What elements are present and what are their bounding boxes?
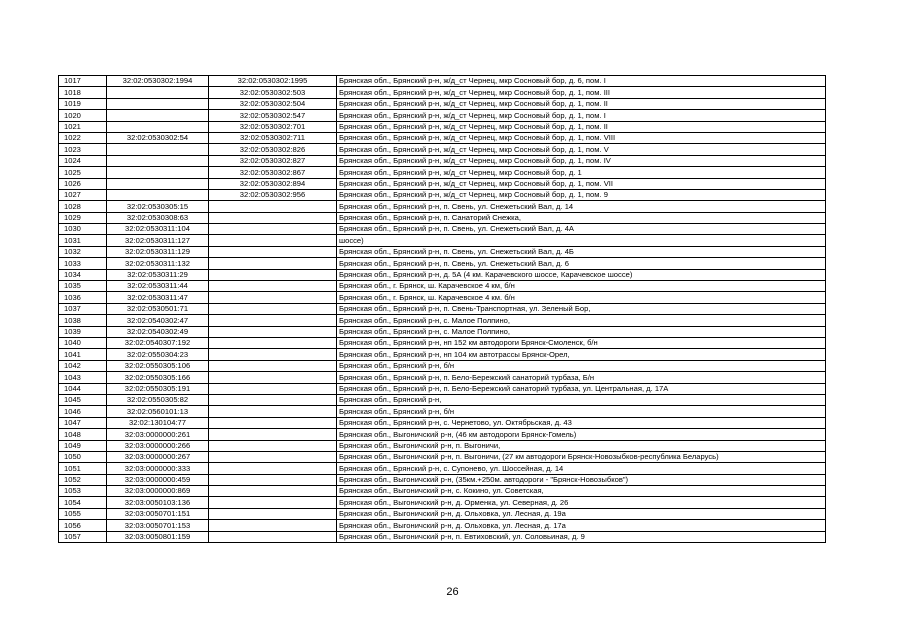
table-row [59,110,826,121]
sub-cadastral-number-cell [209,303,337,314]
row-number-cell: 1054 [59,497,107,508]
row-number-cell: 1033 [59,258,107,269]
sub-cadastral-number-cell [209,440,337,451]
table-row [59,189,826,200]
cadastral-number-cell: 32:02:0530311:29 [107,269,209,280]
cadastral-number-cell [107,155,209,166]
address-cell: Брянская обл., Брянский р-н, п. Бело-Бережский санаторий турбаза, ул. Центральная, д. 17А [337,383,826,394]
sub-cadastral-number-cell [209,474,337,485]
cadastral-number-cell: 32:02:0530501:71 [107,303,209,314]
address-cell: Брянская обл., Брянский р-н, ж/д_ст Чернец, мкр Сосновый бор, д. 1, пом. II [337,98,826,109]
cadastral-number-cell: 32:03:0050701:153 [107,520,209,531]
table-row [59,372,826,383]
cadastral-number-cell: 32:02:0530308:63 [107,212,209,223]
sub-cadastral-number-cell [209,406,337,417]
row-number-cell: 1048 [59,429,107,440]
cadastral-number-cell [107,121,209,132]
address-cell: Брянская обл., Брянский р-н, [337,394,826,405]
table-row [59,417,826,428]
table-row [59,292,826,303]
table-row [59,98,826,109]
table-row [59,326,826,337]
cadastral-number-cell: 32:02:0530311:47 [107,292,209,303]
table-row [59,212,826,223]
row-number-cell: 1021 [59,121,107,132]
cadastral-number-cell: 32:02:0530311:44 [107,281,209,292]
table-row [59,394,826,405]
address-cell: Брянская обл., Брянский р-н, ж/д_ст Чернец, мкр Сосновый бор, д. 1, пом. III [337,87,826,98]
sub-cadastral-number-cell [209,372,337,383]
table-row [59,360,826,371]
table-row [59,497,826,508]
table-row [59,87,826,98]
cadastral-number-cell: 32:03:0050801:159 [107,531,209,542]
registry-table-body [59,76,826,543]
sub-cadastral-number-cell [209,497,337,508]
row-number-cell: 1035 [59,281,107,292]
row-number-cell: 1023 [59,144,107,155]
cadastral-number-cell: 32:03:0050103:136 [107,497,209,508]
address-cell: Брянская обл., Брянский р-н, ж/д_ст Чернец, мкр Сосновый бор, д. 1, пом. VIII [337,132,826,143]
address-cell: Брянская обл., Выгоничский р-н, д. Орменка, ул. Северная, д. 26 [337,497,826,508]
table-row [59,76,826,87]
row-number-cell: 1055 [59,508,107,519]
cadastral-number-cell: 32:02:0550304:23 [107,349,209,360]
row-number-cell: 1024 [59,155,107,166]
cadastral-number-cell: 32:02:0550305:82 [107,394,209,405]
address-cell: Брянская обл., Выгоничский р-н, (46 км автодороги Брянск-Гомель) [337,429,826,440]
cadastral-number-cell: 32:02:0540307:192 [107,337,209,348]
sub-cadastral-number-cell [209,235,337,246]
sub-cadastral-number-cell [209,520,337,531]
sub-cadastral-number-cell [209,269,337,280]
table-row [59,486,826,497]
cadastral-number-cell: 32:02:0530311:127 [107,235,209,246]
row-number-cell: 1053 [59,486,107,497]
address-cell: Брянская обл., Выгоничский р-н, д. Ольховка, ул. Лесная, д. 19а [337,508,826,519]
table-row [59,281,826,292]
address-cell: Брянская обл., Брянский р-н, п. Свень, ул. Снежетьский Вал, д. 14 [337,201,826,212]
row-number-cell: 1032 [59,246,107,257]
row-number-cell: 1045 [59,394,107,405]
table-row [59,315,826,326]
table-row [59,520,826,531]
sub-cadastral-number-cell [209,246,337,257]
table-row [59,337,826,348]
page-number: 26 [446,586,459,598]
row-number-cell: 1030 [59,224,107,235]
cadastral-number-cell: 32:02:0530311:104 [107,224,209,235]
row-number-cell: 1040 [59,337,107,348]
cadastral-number-cell: 32:02:0550305:106 [107,360,209,371]
table-row [59,178,826,189]
table-row [59,474,826,485]
address-cell: Брянская обл., Брянский р-н, п. Свень, ул. Снежетьский Вал, д. 6 [337,258,826,269]
sub-cadastral-number-cell: 32:02:0530302:867 [209,167,337,178]
cadastral-number-cell: 32:03:0050701:151 [107,508,209,519]
sub-cadastral-number-cell [209,201,337,212]
row-number-cell: 1042 [59,360,107,371]
sub-cadastral-number-cell [209,531,337,542]
row-number-cell: 1034 [59,269,107,280]
address-cell: Брянская обл., г. Брянск, ш. Карачевское 4 км, б/н [337,281,826,292]
address-cell: Брянская обл., Выгоничский р-н, п. Выгоничи, (27 км автодороги Брянск-Новозыбков-республика Беларусь) [337,451,826,462]
address-cell: Брянская обл., Брянский р-н, нп 152 км автодороги Брянск-Смоленск, б/н [337,337,826,348]
address-cell: Брянская обл., Брянский р-н, п. Свень, ул. Снежетьский Вал, д. 4Б [337,246,826,257]
row-number-cell: 1025 [59,167,107,178]
row-number-cell: 1057 [59,531,107,542]
row-number-cell: 1022 [59,132,107,143]
row-number-cell: 1018 [59,87,107,98]
sub-cadastral-number-cell: 32:02:0530302:1995 [209,76,337,87]
table-row [59,246,826,257]
address-cell: Брянская обл., Брянский р-н, нп 104 км автотрассы Брянск-Орел, [337,349,826,360]
sub-cadastral-number-cell [209,360,337,371]
table-row [59,224,826,235]
sub-cadastral-number-cell [209,212,337,223]
cadastral-number-cell [107,167,209,178]
sub-cadastral-number-cell: 32:02:0530302:827 [209,155,337,166]
sub-cadastral-number-cell: 32:02:0530302:826 [209,144,337,155]
cadastral-number-cell: 32:02:0530311:132 [107,258,209,269]
address-cell: Брянская обл., Брянский р-н, ж/д_ст Чернец, мкр Сосновый бор, д. 1, пом. I [337,110,826,121]
table-row [59,201,826,212]
table-row [59,383,826,394]
sub-cadastral-number-cell: 32:02:0530302:504 [209,98,337,109]
row-number-cell: 1031 [59,235,107,246]
sub-cadastral-number-cell [209,463,337,474]
cadastral-number-cell [107,178,209,189]
cadastral-number-cell: 32:03:0000000:459 [107,474,209,485]
row-number-cell: 1052 [59,474,107,485]
row-number-cell: 1026 [59,178,107,189]
table-row [59,121,826,132]
address-cell: Брянская обл., Выгоничский р-н, п. Выгоничи, [337,440,826,451]
sub-cadastral-number-cell [209,486,337,497]
table-row [59,258,826,269]
cadastral-number-cell: 32:02:0540302:49 [107,326,209,337]
row-number-cell: 1019 [59,98,107,109]
row-number-cell: 1056 [59,520,107,531]
sub-cadastral-number-cell [209,508,337,519]
sub-cadastral-number-cell [209,394,337,405]
table-row [59,235,826,246]
row-number-cell: 1041 [59,349,107,360]
cadastral-number-cell [107,110,209,121]
table-row [59,144,826,155]
sub-cadastral-number-cell: 32:02:0530302:701 [209,121,337,132]
address-cell: Брянская обл., Брянский р-н, ж/д_ст Чернец, мкр Сосновый бор, д. 1, пом. IV [337,155,826,166]
address-cell: Брянская обл., Брянский р-н, ж/д_ст Чернец, мкр Сосновый бор, д. 1, пом. 9 [337,189,826,200]
table-row [59,440,826,451]
address-cell: Брянская обл., Брянский р-н, д. 5А (4 км. Карачевского шоссе, Карачевское шоссе) [337,269,826,280]
sub-cadastral-number-cell [209,224,337,235]
address-cell: Брянская обл., Брянский р-н, ж/д_ст Чернец, мкр Сосновый бор, д. 1 [337,167,826,178]
row-number-cell: 1036 [59,292,107,303]
row-number-cell: 1049 [59,440,107,451]
cadastral-number-cell: 32:02:0560101:13 [107,406,209,417]
address-cell: Брянская обл., Брянский р-н, с. Чернетово, ул. Октябрьская, д. 43 [337,417,826,428]
cadastral-number-cell: 32:03:0000000:267 [107,451,209,462]
cadastral-number-cell: 32:03:0000000:266 [107,440,209,451]
sub-cadastral-number-cell: 32:02:0530302:894 [209,178,337,189]
sub-cadastral-number-cell [209,315,337,326]
sub-cadastral-number-cell: 32:02:0530302:547 [209,110,337,121]
table-row [59,531,826,542]
sub-cadastral-number-cell [209,451,337,462]
address-cell: Брянская обл., Выгоничский р-н, д. Ольховка, ул. Лесная, д. 17а [337,520,826,531]
table-row [59,463,826,474]
table-row [59,451,826,462]
sub-cadastral-number-cell: 32:02:0530302:711 [209,132,337,143]
cadastral-number-cell: 32:02:0530311:129 [107,246,209,257]
table-row [59,167,826,178]
address-cell: Брянская обл., Брянский р-н, б/н [337,406,826,417]
row-number-cell: 1047 [59,417,107,428]
sub-cadastral-number-cell [209,349,337,360]
cadastral-number-cell: 32:02:0550305:191 [107,383,209,394]
address-cell: Брянская обл., Брянский р-н, с. Малое Полпино, [337,326,826,337]
row-number-cell: 1020 [59,110,107,121]
row-number-cell: 1051 [59,463,107,474]
cadastral-number-cell: 32:02:130104:77 [107,417,209,428]
address-cell: Брянская обл., Брянский р-н, п. Санаторий Снежка, [337,212,826,223]
sub-cadastral-number-cell [209,383,337,394]
address-cell: Брянская обл., Брянский р-н, ж/д_ст Чернец, мкр Сосновый бор, д. 1, пом. VII [337,178,826,189]
cadastral-number-cell [107,87,209,98]
address-cell: Брянская обл., Выгоничский р-н, с. Кокино, ул. Советская, [337,486,826,497]
address-cell: Брянская обл., Брянский р-н, п. Свень-Транспортная, ул. Зеленый Бор, [337,303,826,314]
row-number-cell: 1043 [59,372,107,383]
sub-cadastral-number-cell: 32:02:0530302:503 [209,87,337,98]
address-cell: Брянская обл., Брянский р-н, ж/д_ст Чернец, мкр Сосновый бор, д. 1, пом. II [337,121,826,132]
registry-table [58,75,826,543]
cadastral-number-cell: 32:02:0540302:47 [107,315,209,326]
table-row [59,155,826,166]
table-row [59,269,826,280]
address-cell: Брянская обл., Брянский р-н, ж/д_ст Чернец, мкр Сосновый бор, д. 1, пом. V [337,144,826,155]
table-row [59,429,826,440]
sub-cadastral-number-cell [209,429,337,440]
sub-cadastral-number-cell: 32:02:0530302:956 [209,189,337,200]
address-cell: Брянская обл., г. Брянск, ш. Карачевское 4 км. б/н [337,292,826,303]
sub-cadastral-number-cell [209,326,337,337]
address-cell: шоссе) [337,235,826,246]
table-row [59,303,826,314]
sub-cadastral-number-cell [209,281,337,292]
address-cell: Брянская обл., Брянский р-н, п. Бело-Бережский санаторий турбаза, Б/н [337,372,826,383]
row-number-cell: 1027 [59,189,107,200]
row-number-cell: 1039 [59,326,107,337]
address-cell: Брянская обл., Брянский р-н, б/н [337,360,826,371]
cadastral-number-cell [107,144,209,155]
address-cell: Брянская обл., Выгоничский р-н, (35км.+250м. автодороги - "Брянск-Новозыбков") [337,474,826,485]
table-row [59,508,826,519]
address-cell: Брянская обл., Брянский р-н, п. Свень, ул. Снежетьский Вал, д. 4А [337,224,826,235]
cadastral-number-cell: 32:03:0000000:869 [107,486,209,497]
row-number-cell: 1037 [59,303,107,314]
cadastral-number-cell: 32:02:0530302:54 [107,132,209,143]
address-cell: Брянская обл., Брянский р-н, с. Супонево, ул. Шоссейная, д. 14 [337,463,826,474]
table-row [59,406,826,417]
table-row [59,132,826,143]
cadastral-number-cell: 32:02:0550305:166 [107,372,209,383]
sub-cadastral-number-cell [209,292,337,303]
table-row [59,349,826,360]
cadastral-number-cell [107,189,209,200]
sub-cadastral-number-cell [209,337,337,348]
address-cell: Брянская обл., Брянский р-н, ж/д_ст Чернец, мкр Сосновый бор, д. 6, пом. I [337,76,826,87]
row-number-cell: 1029 [59,212,107,223]
row-number-cell: 1017 [59,76,107,87]
cadastral-number-cell: 32:03:0000000:333 [107,463,209,474]
sub-cadastral-number-cell [209,258,337,269]
cadastral-number-cell: 32:02:0530302:1994 [107,76,209,87]
address-cell: Брянская обл., Выгоничский р-н, п. Евтиховский, ул. Соловьиная, д. 9 [337,531,826,542]
cadastral-number-cell: 32:02:0530305:15 [107,201,209,212]
address-cell: Брянская обл., Брянский р-н, с. Малое Полпино, [337,315,826,326]
cadastral-number-cell [107,98,209,109]
row-number-cell: 1028 [59,201,107,212]
cadastral-number-cell: 32:03:0000000:261 [107,429,209,440]
row-number-cell: 1046 [59,406,107,417]
sub-cadastral-number-cell [209,417,337,428]
row-number-cell: 1044 [59,383,107,394]
row-number-cell: 1038 [59,315,107,326]
row-number-cell: 1050 [59,451,107,462]
